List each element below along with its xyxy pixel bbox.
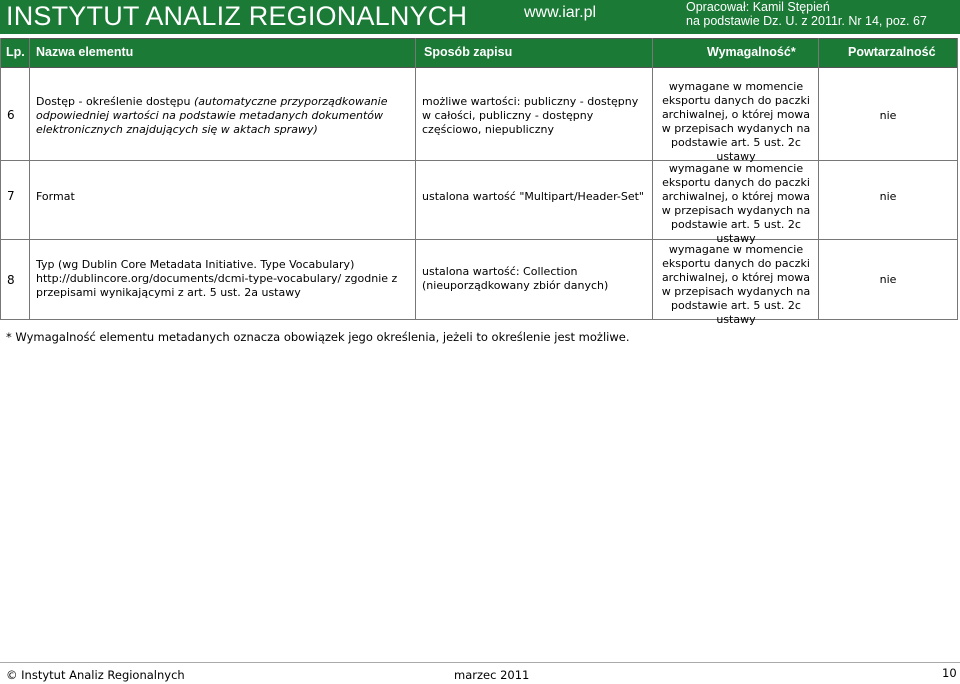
repeatability-value: nie <box>879 190 897 203</box>
header-required: Wymagalność* <box>707 45 796 59</box>
column-divider <box>818 38 819 320</box>
copyright-text: © Instytut Analiz Regionalnych <box>6 668 185 682</box>
header-name: Nazwa elementu <box>36 45 134 59</box>
header-banner <box>0 0 960 34</box>
element-name-main: Dostęp - określenie dostępu <box>36 95 194 108</box>
requirement-text: wymagane w momencie eksportu danych do paczki archiwalnej, o której mowa w przepisach wydanych na podstawie art. 5 ust. 2c ustawy <box>661 162 811 245</box>
requirement-text: wymagane w momencie eksportu danych do paczki archiwalnej, o której mowa w przepisach wydanych na podstawie art. 5 ust. 2c ustawy <box>661 80 811 163</box>
format-description: ustalona wartość "Multipart/Header-Set" <box>422 190 644 203</box>
repeatability-value: nie <box>879 109 897 122</box>
header-repeat: Powtarzalność <box>848 45 936 59</box>
page-number: 10 <box>942 666 957 680</box>
website-link[interactable]: www.iar.pl <box>524 4 597 21</box>
column-divider <box>29 38 30 320</box>
requirement-text: wymagane w momencie eksportu danych do paczki archiwalnej, o której mowa w przepisach wydanych na podstawie art. 5 ust. 2c ustawy <box>661 243 811 326</box>
column-divider <box>415 38 416 320</box>
element-name: Typ (wg Dublin Core Metadata Initiative. Type Vocabulary) http://dublincore.org/documents/dcmi-type-vocabulary/ zgodnie z przepisami wynikającymi z art. 5 ust. 2a ustawy <box>36 258 398 299</box>
table-header-row <box>0 38 958 68</box>
author-line: Opracował: Kamil Stępień <box>686 0 830 14</box>
format-description: możliwe wartości: publiczny - dostępny w całości, publiczny - dostępny częściowo, niepubliczny <box>422 95 639 136</box>
header-lp: Lp. <box>6 45 25 59</box>
header-format: Sposób zapisu <box>424 45 513 59</box>
author-info <box>686 0 927 28</box>
repeatability-value: nie <box>879 273 897 286</box>
footnote: * Wymagalność elementu metadanych oznacza obowiązek jego określenia, jeżeli to określenie jest możliwe. <box>6 330 630 344</box>
institute-title: INSTYTUT ANALIZ REGIONALNYCH <box>6 1 468 31</box>
source-line: na podstawie Dz. U. z 2011r. Nr 14, poz. 67 <box>686 14 927 28</box>
format-description: ustalona wartość: Collection (nieuporządkowany zbiór danych) <box>422 265 609 292</box>
element-name-note: (automatyczne przyporządkowanie odpowiedniej wartości na podstawie metadanych dokumentów elektronicznych znajdujących się w aktach sprawy) <box>36 95 388 136</box>
footer-divider <box>0 662 960 663</box>
column-divider <box>652 38 653 320</box>
date-text: marzec 2011 <box>454 668 530 682</box>
element-name: Format <box>36 190 75 203</box>
row-number: 8 <box>7 273 15 287</box>
row-number: 6 <box>7 108 15 122</box>
element-name <box>36 95 406 137</box>
table-border <box>0 38 1 320</box>
row-number: 7 <box>7 189 15 203</box>
table-border <box>957 38 958 320</box>
